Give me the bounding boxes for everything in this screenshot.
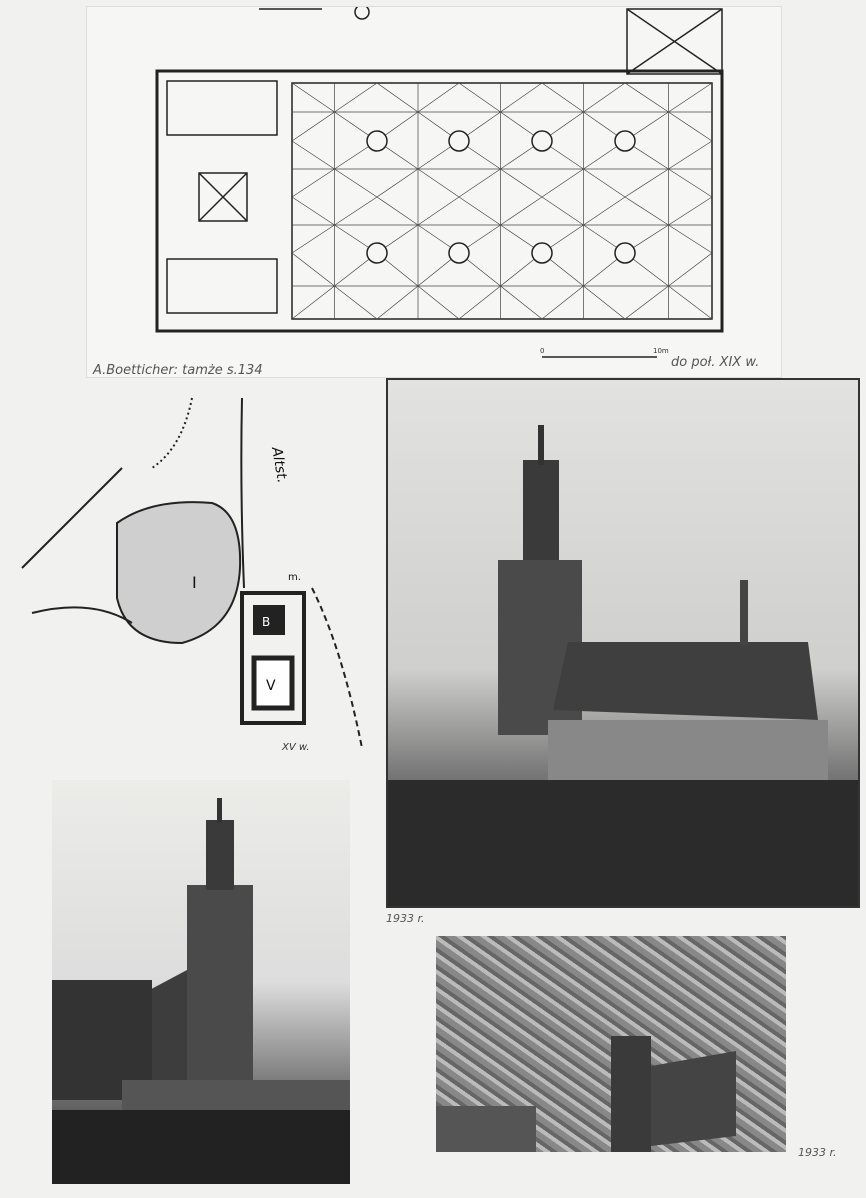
vault-rib <box>669 253 713 286</box>
vault-rib <box>459 83 501 112</box>
vault-rib <box>459 286 501 319</box>
vault-rib <box>335 197 378 225</box>
vault-rib <box>625 83 669 112</box>
vault-rib <box>501 286 543 319</box>
map-area-b: B <box>262 615 271 629</box>
plan-period-caption: do poł. XIX w. <box>671 355 760 370</box>
vault-rib <box>669 112 713 141</box>
vault-rib <box>335 286 378 319</box>
vault-rib <box>377 169 418 197</box>
vault-rib <box>669 83 713 112</box>
vault-rib <box>418 286 459 319</box>
scale-end: 10m <box>653 347 669 355</box>
vault-rib <box>584 169 626 197</box>
vault-rib <box>669 197 713 225</box>
vault-rib <box>335 83 378 112</box>
church-photo-year: 1933 r. <box>386 912 425 925</box>
map-area-m: m. <box>288 572 301 583</box>
vault-rib <box>669 286 713 319</box>
vault-rib <box>542 286 584 319</box>
vault-rib <box>625 197 669 225</box>
map-area-v: V <box>266 678 276 694</box>
vault-rib <box>292 141 335 169</box>
vault-rib <box>377 197 418 225</box>
vault-rib <box>292 83 335 112</box>
vault-rib <box>625 286 669 319</box>
vault-rib <box>669 141 713 169</box>
vault-rib <box>501 83 543 112</box>
map-century-label: XV w. <box>282 742 310 753</box>
vault-rib <box>584 197 626 225</box>
aerial-illustration <box>436 936 786 1152</box>
map-street-label: Altst. <box>268 445 291 485</box>
map-area-i: I <box>192 573 197 592</box>
tower-bridge-photo <box>52 780 350 1184</box>
vault-rib <box>459 169 501 197</box>
vault-rib <box>292 286 335 319</box>
vault-rib <box>292 253 335 286</box>
vault-rib <box>418 197 459 225</box>
church-illustration <box>388 380 858 906</box>
church-photo <box>386 378 860 908</box>
vault-rib <box>584 286 626 319</box>
vault-rib <box>501 197 543 225</box>
scale-start: 0 <box>540 347 545 355</box>
vault-rib <box>459 197 501 225</box>
plan-source-caption: A.Boetticher: tamże s.134 <box>93 363 263 378</box>
vault-rib <box>542 83 584 112</box>
vault-rib <box>335 169 378 197</box>
vault-rib <box>542 197 584 225</box>
floor-plan-sheet <box>86 6 782 378</box>
vault-rib <box>669 225 713 253</box>
vault-rib <box>377 286 418 319</box>
vault-rib <box>669 169 713 197</box>
tower-bridge-illustration <box>52 780 350 1184</box>
vault-rib <box>625 169 669 197</box>
vault-rib <box>418 83 459 112</box>
vault-rib <box>292 169 335 197</box>
vault-rib <box>377 83 418 112</box>
vault-rib <box>501 169 543 197</box>
aerial-photo-year: 1933 r. <box>798 1146 837 1159</box>
vault-rib <box>292 225 335 253</box>
vault-rib <box>292 112 335 141</box>
vault-rib <box>292 197 335 225</box>
vault-rib <box>542 169 584 197</box>
church-floor-plan <box>87 7 781 377</box>
town-map <box>12 388 382 768</box>
vault-rib <box>418 169 459 197</box>
aerial-town-photo <box>436 936 786 1152</box>
vault-rib <box>584 83 626 112</box>
